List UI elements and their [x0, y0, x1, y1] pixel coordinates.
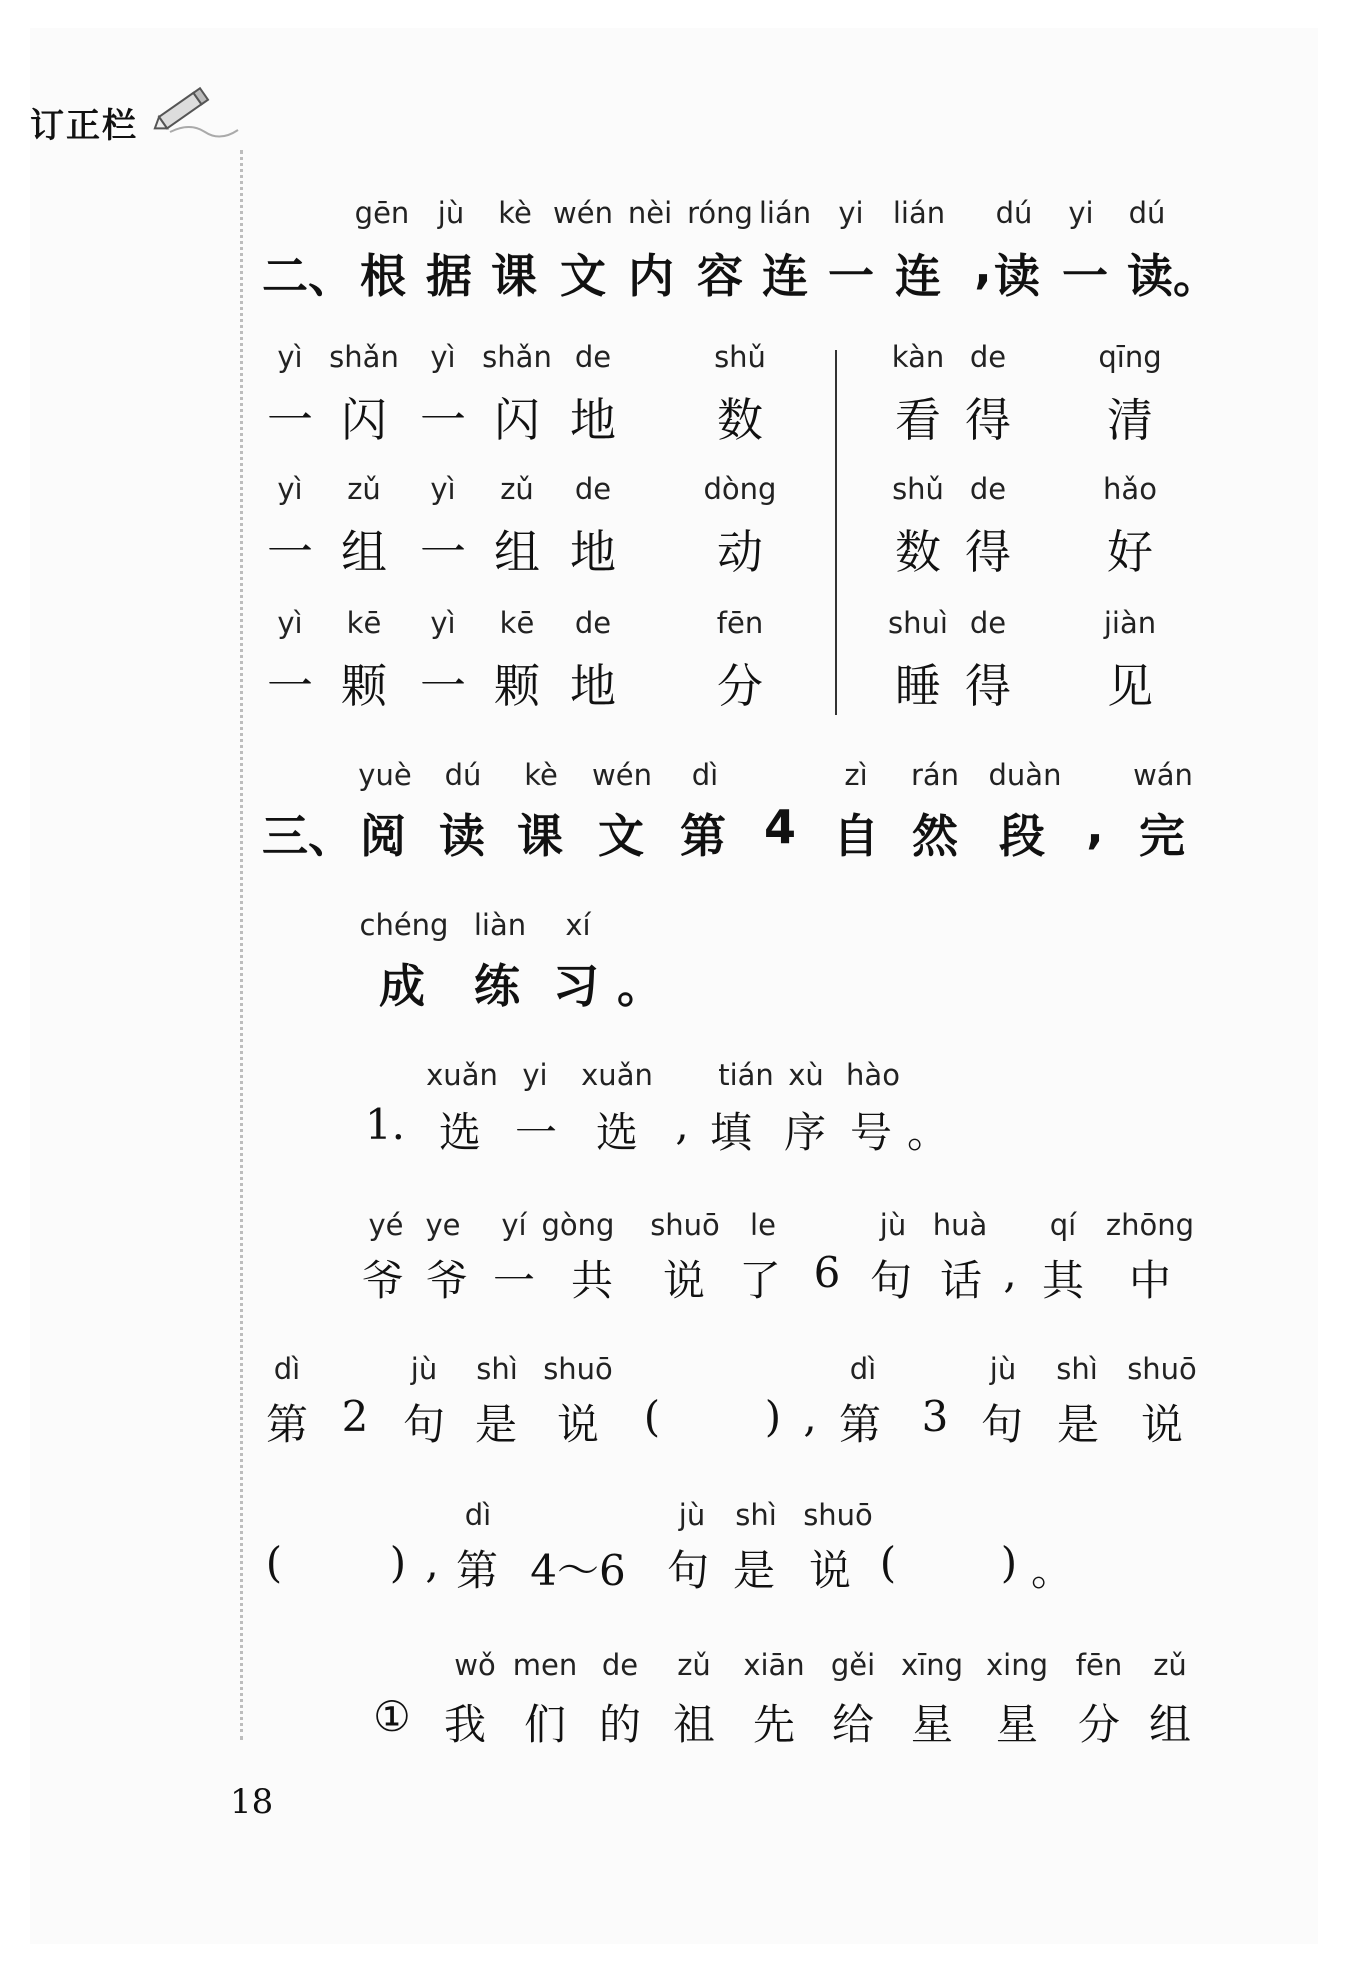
sentence-char: 3	[921, 1392, 949, 1441]
title-char: ,	[1086, 800, 1104, 854]
pinyin: róng	[687, 196, 753, 230]
pinyin: kè	[524, 758, 558, 792]
sentence-char: 第	[265, 1400, 309, 1449]
sentence-char: ,	[803, 1392, 817, 1441]
pinyin: yí	[501, 1208, 527, 1242]
title-char: 习	[553, 959, 599, 1013]
pinyin: yì	[277, 606, 303, 640]
left-phrase-char: 闪	[341, 393, 387, 447]
pinyin: dì	[464, 1498, 492, 1532]
subquestion-char: 1.	[364, 1100, 406, 1149]
subquestion-char: 。	[906, 1108, 950, 1157]
title-char: 据	[426, 249, 472, 303]
sentence-char: )	[389, 1538, 407, 1587]
pinyin: fēn	[716, 606, 764, 640]
pinyin: dú	[1128, 196, 1166, 230]
left-phrase-char: 一	[267, 659, 313, 713]
pinyin: tián	[718, 1058, 774, 1092]
pinyin: kē	[499, 606, 535, 640]
right-phrase-char: 数	[895, 525, 941, 579]
pinyin: xiān	[743, 1648, 805, 1682]
pinyin: de	[601, 1648, 639, 1682]
option-char: 组	[1148, 1700, 1192, 1749]
pinyin: wán	[1133, 758, 1193, 792]
pinyin: hǎo	[1103, 472, 1157, 506]
pinyin: shuō	[803, 1498, 873, 1532]
subquestion-char: 序	[783, 1108, 827, 1157]
left-phrase-char: 颗	[341, 659, 387, 713]
sentence-char: ,	[1003, 1248, 1017, 1297]
left-phrase-char: 地	[570, 659, 616, 713]
pinyin: de	[574, 606, 612, 640]
pinyin: jiàn	[1103, 606, 1157, 640]
sentence-char: (	[643, 1392, 661, 1441]
subquestion-char: 填	[709, 1108, 753, 1157]
sentence-char: 句	[666, 1546, 710, 1595]
pinyin: xīng	[900, 1648, 964, 1682]
title-char: 连	[762, 249, 808, 303]
pinyin: wén	[553, 196, 613, 230]
sentence-char: 句	[869, 1256, 913, 1305]
pinyin: jù	[437, 196, 465, 230]
pinyin: qīng	[1098, 340, 1162, 374]
sentence-char: 是	[732, 1546, 776, 1595]
sentence-char: 了	[738, 1256, 782, 1305]
sentence-char: 4～6	[530, 1546, 626, 1595]
right-phrase-char: 看	[895, 393, 941, 447]
pinyin: shuō	[1127, 1352, 1197, 1386]
pinyin: shì	[1056, 1352, 1098, 1386]
pinyin: yì	[277, 472, 303, 506]
left-phrase-char: 组	[494, 525, 540, 579]
sentence-char: (	[265, 1538, 283, 1587]
title-char: 根	[360, 249, 406, 303]
pinyin: men	[512, 1648, 578, 1682]
pinyin: jù	[879, 1208, 907, 1242]
title-char: 文	[598, 809, 644, 863]
correction-column-title: 订正栏	[30, 106, 138, 146]
mid-char: 分	[717, 659, 763, 713]
correction-margin-line	[240, 150, 243, 1740]
pencil-icon	[150, 82, 240, 142]
pinyin: xuǎn	[581, 1058, 653, 1092]
pinyin: jù	[410, 1352, 438, 1386]
sentence-char: 说	[1140, 1400, 1184, 1449]
pinyin: shǎn	[329, 340, 399, 374]
subquestion-char: ,	[675, 1100, 689, 1149]
pinyin: lián	[892, 196, 946, 230]
title-char: 读	[439, 809, 485, 863]
pinyin: de	[969, 472, 1007, 506]
title-char: 一	[1062, 249, 1108, 303]
pinyin: gòng	[541, 1208, 615, 1242]
option-char: 们	[523, 1700, 567, 1749]
title-char: 一	[828, 249, 874, 303]
title-char: 。	[1173, 249, 1219, 303]
pinyin: xing	[985, 1648, 1049, 1682]
left-phrase-char: 一	[267, 525, 313, 579]
pinyin: lián	[758, 196, 812, 230]
pinyin: liàn	[473, 908, 527, 942]
option-char: 星	[995, 1700, 1039, 1749]
subquestion-char: 选	[438, 1108, 482, 1157]
title-char: 课	[491, 249, 537, 303]
sentence-char: 说	[556, 1400, 600, 1449]
pinyin: gēn	[354, 196, 410, 230]
title-char: 段	[999, 809, 1045, 863]
title-char: 容	[697, 249, 743, 303]
pinyin: zǔ	[677, 1648, 711, 1682]
sentence-char: 一	[492, 1256, 536, 1305]
pinyin: wén	[592, 758, 652, 792]
pinyin: shì	[735, 1498, 777, 1532]
pinyin: zì	[844, 758, 868, 792]
sentence-char: 2	[341, 1392, 369, 1441]
pinyin: de	[574, 472, 612, 506]
end-char: 清	[1107, 393, 1153, 447]
pinyin: yì	[430, 340, 456, 374]
left-phrase-char: 闪	[494, 393, 540, 447]
pinyin: ye	[425, 1208, 461, 1242]
pinyin: shuō	[650, 1208, 720, 1242]
right-phrase-char: 得	[965, 393, 1011, 447]
pinyin: jù	[989, 1352, 1017, 1386]
pinyin: huà	[932, 1208, 988, 1242]
pinyin: le	[750, 1208, 776, 1242]
pinyin: gěi	[830, 1648, 876, 1682]
option-char: 先	[752, 1700, 796, 1749]
mid-char: 动	[717, 525, 763, 579]
pinyin: wǒ	[454, 1648, 496, 1682]
left-phrase-char: 一	[420, 659, 466, 713]
pinyin: shǔ	[892, 472, 944, 506]
title-char: 读	[1127, 249, 1173, 303]
mid-char: 数	[717, 393, 763, 447]
pinyin: dì	[273, 1352, 301, 1386]
pinyin: yi	[522, 1058, 548, 1092]
pinyin: dòng	[703, 472, 777, 506]
title-char: 内	[628, 249, 674, 303]
pinyin: yì	[430, 606, 456, 640]
sentence-char: 第	[455, 1546, 499, 1595]
sentence-char: 句	[980, 1400, 1024, 1449]
pinyin: yé	[368, 1208, 404, 1242]
sentence-char: 句	[402, 1400, 446, 1449]
pinyin: kàn	[891, 340, 945, 374]
title-char: 阅	[360, 809, 406, 863]
right-phrase-char: 睡	[895, 659, 941, 713]
sentence-char: )	[1000, 1538, 1018, 1587]
pinyin: dì	[691, 758, 719, 792]
pinyin: kē	[346, 606, 382, 640]
pinyin: kè	[498, 196, 532, 230]
sentence-char: 6	[813, 1248, 841, 1297]
left-phrase-char: 一	[267, 393, 313, 447]
pinyin: yì	[430, 472, 456, 506]
pinyin: yi	[1068, 196, 1094, 230]
title-char: 练	[474, 959, 520, 1013]
sentence-char: 共	[570, 1256, 614, 1305]
subquestion-char: 号	[849, 1108, 893, 1157]
title-char: 三、	[262, 809, 354, 863]
sentence-char: 说	[808, 1546, 852, 1595]
pinyin: dú	[995, 196, 1033, 230]
sentence-char: 。	[1030, 1546, 1074, 1595]
title-char: 课	[517, 809, 563, 863]
left-phrase-char: 一	[420, 525, 466, 579]
sentence-char: 是	[1056, 1400, 1100, 1449]
left-phrase-char: 一	[420, 393, 466, 447]
pinyin: shuō	[543, 1352, 613, 1386]
sentence-char: (	[879, 1538, 897, 1587]
option-char: 给	[831, 1700, 875, 1749]
end-char: 好	[1107, 525, 1153, 579]
sentence-char: 爷	[361, 1256, 405, 1305]
pinyin: jù	[678, 1498, 706, 1532]
page-sheet	[30, 28, 1318, 1944]
right-phrase-char: 得	[965, 525, 1011, 579]
pinyin: yì	[277, 340, 303, 374]
title-char: 连	[895, 249, 941, 303]
pinyin: shuì	[888, 606, 948, 640]
left-phrase-char: 地	[570, 393, 616, 447]
pinyin: zhōng	[1105, 1208, 1195, 1242]
pinyin: dì	[849, 1352, 877, 1386]
right-phrase-char: 得	[965, 659, 1011, 713]
option-char: 祖	[672, 1700, 716, 1749]
pinyin: xuǎn	[426, 1058, 498, 1092]
pinyin: chéng	[359, 908, 449, 942]
sentence-char: 话	[939, 1256, 983, 1305]
sentence-char: )	[764, 1392, 782, 1441]
page-number: 18	[230, 1782, 274, 1822]
title-char: 文	[560, 249, 606, 303]
title-char: 。	[617, 959, 663, 1013]
sentence-char: 是	[474, 1400, 518, 1449]
pinyin: hào	[846, 1058, 900, 1092]
option-char: 的	[598, 1700, 642, 1749]
pinyin: yi	[838, 196, 864, 230]
pinyin: shǔ	[714, 340, 766, 374]
title-char: 成	[379, 959, 425, 1013]
pinyin: xù	[788, 1058, 824, 1092]
pinyin: shì	[476, 1352, 518, 1386]
sentence-char: 爷	[425, 1256, 469, 1305]
title-char: 自	[833, 809, 879, 863]
option-char: ①	[373, 1692, 411, 1741]
sentence-char: 说	[662, 1256, 706, 1305]
left-phrase-char: 颗	[494, 659, 540, 713]
title-char: 完	[1139, 809, 1185, 863]
pinyin: zǔ	[1153, 1648, 1187, 1682]
subquestion-char: 一	[514, 1108, 558, 1157]
sentence-char: 第	[838, 1400, 882, 1449]
pinyin: fēn	[1075, 1648, 1123, 1682]
title-char: ,	[974, 240, 992, 294]
sentence-char: 其	[1041, 1256, 1085, 1305]
title-char: 4	[763, 800, 797, 854]
pinyin: rán	[910, 758, 960, 792]
end-char: 见	[1107, 659, 1153, 713]
title-char: 第	[680, 809, 726, 863]
pinyin: de	[969, 606, 1007, 640]
pinyin: zǔ	[347, 472, 381, 506]
pinyin: yuè	[358, 758, 412, 792]
pinyin: nèi	[627, 196, 673, 230]
title-char: 读	[994, 249, 1040, 303]
pinyin: zǔ	[500, 472, 534, 506]
pinyin: qí	[1049, 1208, 1077, 1242]
option-char: 星	[910, 1700, 954, 1749]
option-char: 分	[1077, 1700, 1121, 1749]
pinyin: de	[574, 340, 612, 374]
pinyin: duàn	[988, 758, 1062, 792]
title-char: 二、	[262, 249, 354, 303]
pinyin: xí	[565, 908, 591, 942]
pinyin: shǎn	[482, 340, 552, 374]
pinyin: de	[969, 340, 1007, 374]
option-char: 我	[443, 1700, 487, 1749]
sentence-char: 中	[1128, 1256, 1172, 1305]
matching-divider	[835, 350, 837, 715]
left-phrase-char: 地	[570, 525, 616, 579]
sentence-char: ,	[425, 1538, 439, 1587]
title-char: 然	[912, 809, 958, 863]
left-phrase-char: 组	[341, 525, 387, 579]
subquestion-char: 选	[595, 1108, 639, 1157]
pinyin: dú	[444, 758, 482, 792]
